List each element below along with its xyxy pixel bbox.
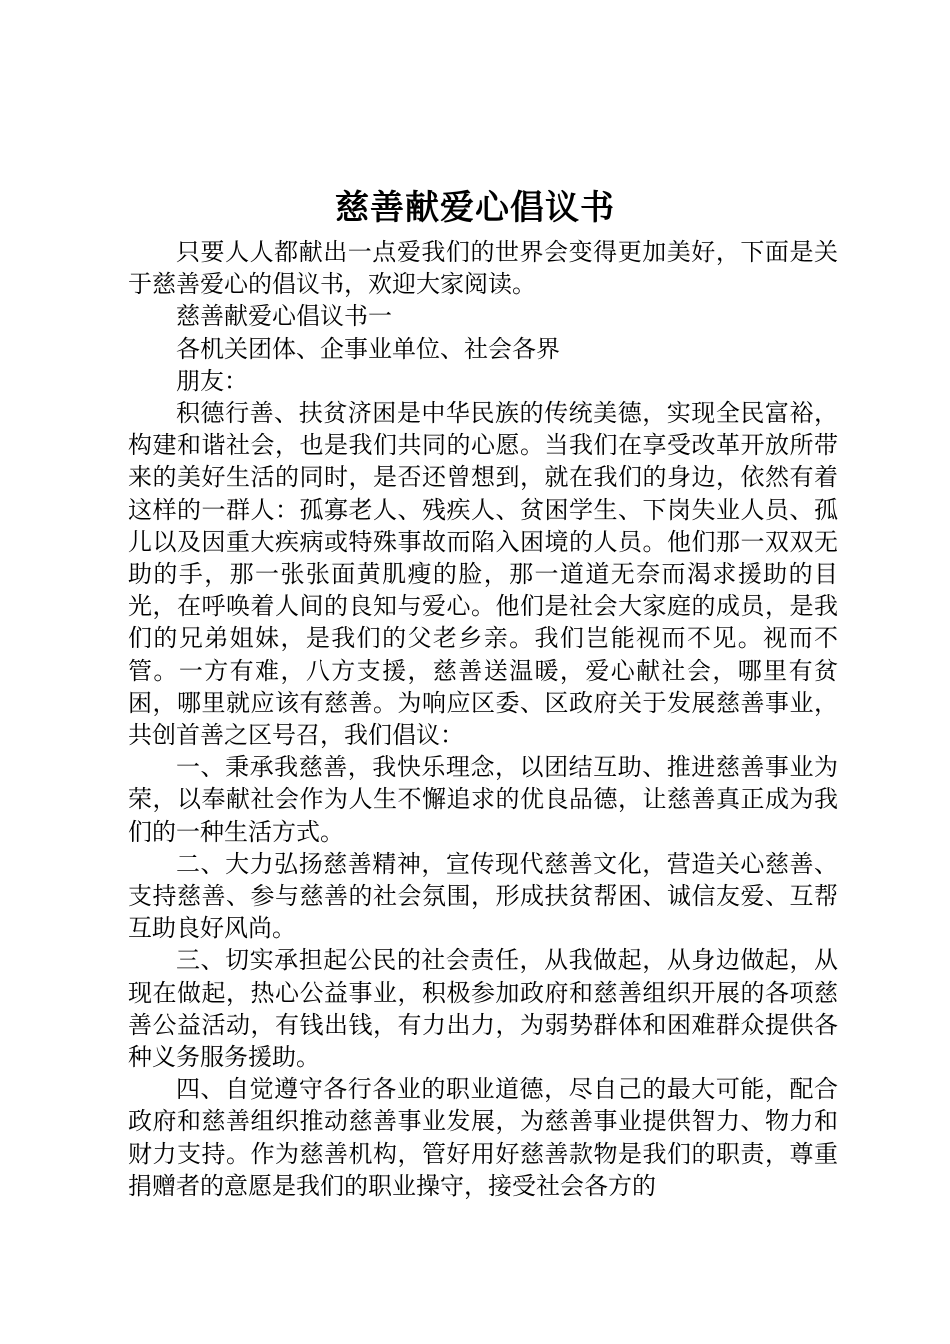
document-body: [128, 236, 838, 1202]
proposal-item-2: 二、大力弘扬慈善精神，宣传现代慈善文化，营造关心慈善、支持慈善、参与慈善的社会氛围，形成扶贫帮困、诚信友爱、互帮互助良好风尚。: [128, 849, 838, 943]
proposal-item-4: 四、自觉遵守各行各业的职业道德，尽自己的最大可能，配合政府和慈善组织推动慈善事业发展，为慈善事业提供智力、物力和财力支持。作为慈善机构，管好用好慈善款物是我们的职责，尊重捐赠者的意愿是我们的职业操守，接受社会各方的: [128, 1075, 838, 1200]
body-paragraph: 积德行善、扶贫济困是中华民族的传统美德，实现全民富裕，构建和谐社会，也是我们共同的心愿。当我们在享受改革开放所带来的美好生活的同时，是否还曾想到，就在我们的身边，依然有着这样的一群人：孤寡老人、残疾人、贫困学生、下岗失业人员、孤儿以及因重大疾病或特殊事故而陷入困境的人员。他们那一双双无助的手，那一张张面黄肌瘦的脸，那一道道无奈而渴求援助的目光，在呼唤着人间的良知与爱心。他们是社会大家庭的成员，是我们的兄弟姐妹，是我们的父老乡亲。我们岂能视而不见。视而不管。一方有难，八方支援，慈善送温暖，爱心献社会，哪里有贫困，哪里就应该有慈善。为响应区委、区政府关于发展慈善事业，共创首善之区号召，我们倡议：: [128, 399, 838, 750]
salutation-continuation: 朋友：: [176, 366, 248, 395]
proposal-item-3: 三、切实承担起公民的社会责任，从我做起，从身边做起，从现在做起，热心公益事业，积极参加政府和慈善组织开展的各项慈善公益活动，有钱出钱，有力出力，为弱势群体和困难群众提供各种义务服务援助。: [128, 946, 838, 1072]
section-heading: 慈善献爱心倡议书一: [176, 302, 392, 331]
intro-paragraph: 只要人人都献出一点爱我们的世界会变得更加美好，下面是关于慈善爱心的倡议书，欢迎大家阅读。: [128, 238, 838, 299]
document-title: 慈善献爱心倡议书: [335, 188, 615, 228]
proposal-item-1: 一、秉承我慈善，我快乐理念，以团结互助、推进慈善事业为荣，以奉献社会作为人生不懈追求的优良品德，让慈善真正成为我们的一种生活方式。: [128, 753, 838, 846]
salutation-line: 各机关团体、企事业单位、社会各界: [176, 334, 560, 363]
